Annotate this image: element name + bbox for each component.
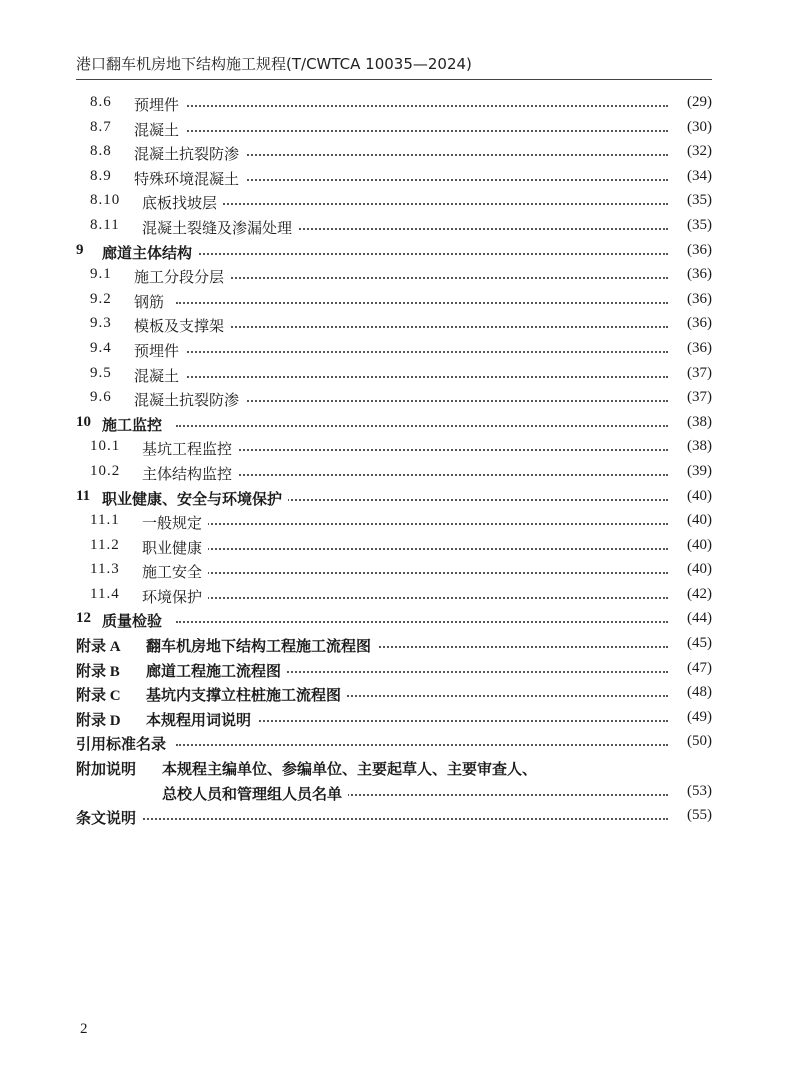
table-of-contents xyxy=(76,92,712,830)
toc-entry-page: (35) xyxy=(687,192,712,209)
toc-entry-number: 10.1 xyxy=(90,438,121,455)
toc-entry-number: 8.10 xyxy=(90,192,121,209)
toc-entry-title: 职业健康、安全与环境保护 xyxy=(102,488,288,509)
dot-leader xyxy=(176,744,668,746)
dot-leader xyxy=(176,425,668,427)
toc-entry-page: (44) xyxy=(687,610,712,627)
toc-entry-title: 翻车机房地下结构工程施工流程图 xyxy=(146,635,377,656)
toc-appendix[interactable] xyxy=(76,658,712,683)
toc-entry-number: 9.6 xyxy=(90,389,112,406)
toc-entry[interactable] xyxy=(76,436,712,461)
toc-entry-number: 8.11 xyxy=(90,216,120,233)
toc-entry-number: 9.1 xyxy=(90,266,112,283)
toc-chapter[interactable] xyxy=(76,240,712,265)
toc-chapter[interactable] xyxy=(76,608,712,633)
toc-entry[interactable] xyxy=(76,510,712,535)
toc-entry-title: 混凝土抗裂防渗 xyxy=(134,143,245,164)
toc-entry-title: 引用标准名录 xyxy=(76,733,172,754)
toc-entry-page: (40) xyxy=(687,487,712,504)
toc-entry-page: (36) xyxy=(687,266,712,283)
toc-entry-number: 附加说明 xyxy=(76,762,137,779)
toc-entry-title: 混凝土裂缝及渗漏处理 xyxy=(142,217,298,238)
toc-entry[interactable] xyxy=(76,313,712,338)
toc-entry[interactable] xyxy=(76,141,712,166)
toc-entry-title: 施工分段分层 xyxy=(134,266,230,287)
toc-entry-page: (47) xyxy=(687,659,712,676)
toc-entry[interactable] xyxy=(76,461,712,486)
toc-entry-page: (50) xyxy=(687,733,712,750)
page-number: 2 xyxy=(80,1021,88,1037)
toc-entry-number: 8.6 xyxy=(90,94,112,110)
dot-leader xyxy=(176,449,668,451)
toc-entry-page: (40) xyxy=(687,536,712,553)
toc-entry-number: 10.2 xyxy=(90,462,121,479)
dot-leader xyxy=(176,130,668,132)
toc-entry-title: 基坑工程监控 xyxy=(142,438,238,459)
toc-entry-title: 质量检验 xyxy=(102,610,168,631)
dot-leader xyxy=(176,523,668,525)
toc-entry-number: 9 xyxy=(76,241,84,258)
toc-appendix[interactable] xyxy=(76,682,712,707)
toc-entry[interactable] xyxy=(76,117,712,142)
toc-entry-page: (39) xyxy=(687,462,712,479)
toc-entry[interactable] xyxy=(76,289,712,314)
dot-leader xyxy=(176,326,668,328)
toc-entry-number: 9.5 xyxy=(90,364,112,381)
toc-entry-page: (53) xyxy=(687,782,712,799)
toc-entry-title: 混凝土 xyxy=(134,365,185,386)
toc-entry[interactable] xyxy=(76,338,712,363)
toc-entry-number: 附录 D xyxy=(76,712,121,729)
toc-chapter[interactable] xyxy=(76,412,712,437)
toc-backmatter[interactable] xyxy=(76,805,712,830)
toc-entry[interactable] xyxy=(76,190,712,215)
toc-entry-page: (40) xyxy=(687,561,712,578)
toc-entry-page: (42) xyxy=(687,585,712,602)
toc-entry-number: 9.2 xyxy=(90,290,112,307)
toc-entry-page: (38) xyxy=(687,413,712,430)
toc-entry-title: 本规程主编单位、参编单位、主要起草人、主要审查人、 xyxy=(162,760,538,779)
dot-leader xyxy=(176,302,668,304)
toc-entry-title-continued: 总校人员和管理组人员名单 xyxy=(162,783,348,804)
toc-entry-number: 12 xyxy=(76,610,91,627)
toc-entry-page: (48) xyxy=(687,684,712,701)
toc-entry-title: 混凝土抗裂防渗 xyxy=(134,389,245,410)
toc-entry-number: 8.8 xyxy=(90,143,112,160)
toc-entry-title: 环境保护 xyxy=(142,586,208,607)
toc-entry-page: (38) xyxy=(687,438,712,455)
toc-appendix[interactable] xyxy=(76,707,712,732)
toc-entry-title: 钢筋 xyxy=(134,291,170,312)
toc-entry-title: 职业健康 xyxy=(142,537,208,558)
dot-leader xyxy=(176,572,668,574)
toc-entry-title: 廊道主体结构 xyxy=(102,242,198,263)
toc-entry-title: 底板找坡层 xyxy=(142,192,223,213)
toc-entry-page: (29) xyxy=(687,94,712,110)
toc-entry-number: 11 xyxy=(76,487,91,504)
toc-entry-page: (40) xyxy=(687,512,712,529)
toc-entry-page: (37) xyxy=(687,389,712,406)
toc-entry-title: 预埋件 xyxy=(134,340,185,361)
toc-entry-number: 附录 A xyxy=(76,639,121,656)
dot-leader xyxy=(176,179,668,181)
toc-entry-page: (49) xyxy=(687,708,712,725)
toc-entry-title: 廊道工程施工流程图 xyxy=(146,660,287,681)
toc-backmatter-continuation[interactable] xyxy=(76,781,712,806)
dot-leader xyxy=(136,818,668,820)
toc-entry-title: 本规程用词说明 xyxy=(146,709,257,730)
toc-entry[interactable] xyxy=(76,584,712,609)
toc-entry[interactable] xyxy=(76,166,712,191)
toc-entry-page: (32) xyxy=(687,143,712,160)
toc-entry-number: 11.1 xyxy=(90,512,120,529)
running-header: 港口翻车机房地下结构施工规程(T/CWTCA 10035—2024) xyxy=(76,55,472,73)
toc-appendix[interactable] xyxy=(76,633,712,658)
toc-entry-title: 条文说明 xyxy=(76,807,142,828)
toc-entry-title: 主体结构监控 xyxy=(142,463,238,484)
header-rule xyxy=(76,79,712,80)
toc-entry-page: (30) xyxy=(687,118,712,135)
toc-entry-number: 附录 C xyxy=(76,688,121,705)
toc-entry-title: 施工安全 xyxy=(142,561,208,582)
toc-entry-number: 11.2 xyxy=(90,536,120,553)
toc-entry-page: (35) xyxy=(687,216,712,233)
toc-entry-title: 施工监控 xyxy=(102,414,168,435)
toc-entry-page: (36) xyxy=(687,241,712,258)
toc-entry-page: (34) xyxy=(687,167,712,184)
toc-entry[interactable] xyxy=(76,387,712,412)
dot-leader xyxy=(176,105,668,107)
dot-leader xyxy=(176,621,668,623)
dot-leader xyxy=(176,597,668,599)
toc-entry-page: (36) xyxy=(687,339,712,356)
toc-entry-title: 特殊环境混凝土 xyxy=(134,168,245,189)
toc-entry-number: 10 xyxy=(76,413,91,430)
toc-chapter[interactable] xyxy=(76,486,712,511)
toc-entry-page: (55) xyxy=(687,807,712,824)
toc-entry-title: 预埋件 xyxy=(134,94,185,115)
dot-leader xyxy=(176,400,668,402)
dot-leader xyxy=(176,253,668,255)
toc-entry-number: 8.7 xyxy=(90,118,112,135)
dot-leader xyxy=(176,548,668,550)
toc-entry[interactable] xyxy=(76,215,712,240)
toc-entry-page: (36) xyxy=(687,315,712,332)
toc-entry-number: 11.3 xyxy=(90,561,120,578)
toc-entry-number: 9.4 xyxy=(90,339,112,356)
dot-leader xyxy=(176,277,668,279)
toc-backmatter[interactable] xyxy=(76,756,712,781)
toc-entry[interactable] xyxy=(76,264,712,289)
dot-leader xyxy=(176,474,668,476)
toc-entry-title: 模板及支撑架 xyxy=(134,315,230,336)
dot-leader xyxy=(176,376,668,378)
toc-entry[interactable] xyxy=(76,363,712,388)
dot-leader xyxy=(176,154,668,156)
toc-backmatter[interactable] xyxy=(76,731,712,756)
toc-entry-number: 8.9 xyxy=(90,167,112,184)
toc-entry-page: (36) xyxy=(687,290,712,307)
toc-entry-page: (37) xyxy=(687,364,712,381)
toc-entry-page: (45) xyxy=(687,635,712,652)
toc-entry-title: 一般规定 xyxy=(142,512,208,533)
toc-entry-number: 9.3 xyxy=(90,315,112,332)
toc-entry[interactable] xyxy=(76,559,712,584)
toc-entry-number: 附录 B xyxy=(76,663,120,680)
dot-leader xyxy=(176,203,668,205)
toc-entry[interactable] xyxy=(76,92,712,117)
toc-entry-number: 11.4 xyxy=(90,585,120,602)
dot-leader xyxy=(176,351,668,353)
toc-entry-title: 基坑内支撑立柱桩施工流程图 xyxy=(146,684,347,705)
toc-entry[interactable] xyxy=(76,535,712,560)
toc-entry-title: 混凝土 xyxy=(134,119,185,140)
